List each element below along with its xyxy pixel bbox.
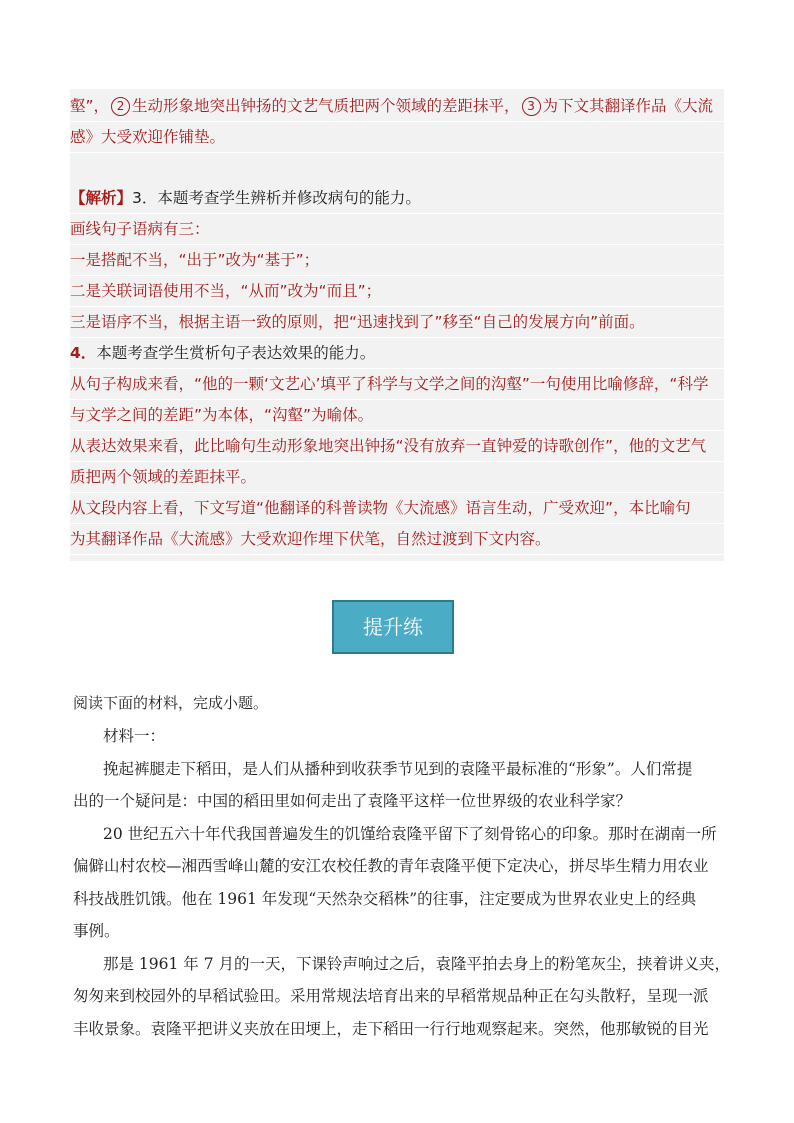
analysis-line: 从句子构成来看，“他的一颗‘文艺心’填平了科学与文学之间的沟壑”一句使用比喻修辞，“科学 <box>70 369 724 400</box>
analysis-line: 二是关联词语使用不当，“从而”改为“而且”； <box>70 276 724 307</box>
answer-text: 壑”， <box>70 97 110 115</box>
paragraph-line: 偏僻山村农校—湘西雪峰山麓的安江农校任教的青年袁隆平便下定决心，拼尽毕生精力用农业 <box>73 857 709 875</box>
analysis-line: 画线句子语病有三： <box>70 214 724 245</box>
answer-text: 生动形象地突出钟扬的文艺气质把两个领域的差距抹平， <box>132 97 520 115</box>
analysis-q3-line <box>70 183 724 214</box>
answer-text: 为下文其翻译作品《大流 <box>542 97 714 115</box>
reading-material <box>73 720 731 1045</box>
analysis-tag: 【解析】 <box>70 189 133 207</box>
analysis-line: 为其翻译作品《大流感》大受欢迎作埋下伏笔，自然过渡到下文内容。 <box>70 524 724 555</box>
answer-analysis-section <box>70 89 724 561</box>
paragraph-line: 丰收景象。袁隆平把讲义夹放在田埂上，走下稻田一行行地观察起来。突然，他那敏锐的目光 <box>73 1019 709 1038</box>
paragraph-line: 20 世纪五六十年代我国普遍发生的饥馑给袁隆平留下了刻骨铭心的印象。那时在湖南一所 <box>103 824 717 843</box>
spacer <box>70 153 724 183</box>
paragraph-line: 匆匆来到校园外的早稻试验田。采用常规法培育出来的早稻常规品种正在勾头散籽，呈现一派 <box>73 987 709 1005</box>
answer-line-1 <box>70 91 724 122</box>
material-label: 材料一： <box>103 727 166 745</box>
reading-instruction: 阅读下面的材料，完成小题。 <box>73 694 269 712</box>
analysis-line: 一是搭配不当，“出于”改为“基于”； <box>70 245 724 276</box>
q4-number: 4． <box>70 344 97 362</box>
analysis-line: 与文学之间的差距”为本体，“沟壑”为喻体。 <box>70 400 724 431</box>
analysis-q3-text: 3．本题考查学生辨析并修改病句的能力。 <box>132 189 421 207</box>
circled-number-3: 3 <box>522 97 541 116</box>
analysis-line: 从表达效果来看，此比喻句生动形象地突出钟扬“没有放弃一直钟爱的诗歌创作”，他的文艺气 <box>70 431 724 462</box>
section-banner: 提升练 <box>332 600 454 654</box>
analysis-line: 从文段内容上看，下文写道“他翻译的科普读物《大流感》语言生动，广受欢迎”，本比喻句 <box>70 493 724 524</box>
paragraph-line: 挽起裤腿走下稻田，是人们从播种到收获季节见到的袁隆平最标准的“形象”。人们常提 <box>103 759 693 778</box>
analysis-line: 质把两个领域的差距抹平。 <box>70 462 724 493</box>
circled-number-2: 2 <box>111 97 130 116</box>
paragraph-line: 事例。 <box>73 922 120 940</box>
paragraph-line: 出的一个疑问是：中国的稻田里如何走出了袁隆平这样一位世界级的农业科学家？ <box>73 792 632 810</box>
analysis-q4-line <box>70 338 724 369</box>
paragraph-line: 科技战胜饥饿。他在 1961 年发现“天然杂交稻株”的往事，注定要成为世界农业史上的经典 <box>73 889 697 908</box>
answer-line-2: 感》大受欢迎作铺垫。 <box>70 122 724 153</box>
paragraph-line: 那是 1961 年 7 月的一天，下课铃声响过之后，袁隆平拍去身上的粉笔灰尘，挟着讲义夹， <box>103 954 731 973</box>
analysis-line: 三是语序不当，根据主语一致的原则，把“迅速找到了”移至“自己的发展方向”前面。 <box>70 307 724 338</box>
q4-text: 本题考查学生赏析句子表达效果的能力。 <box>96 344 376 362</box>
